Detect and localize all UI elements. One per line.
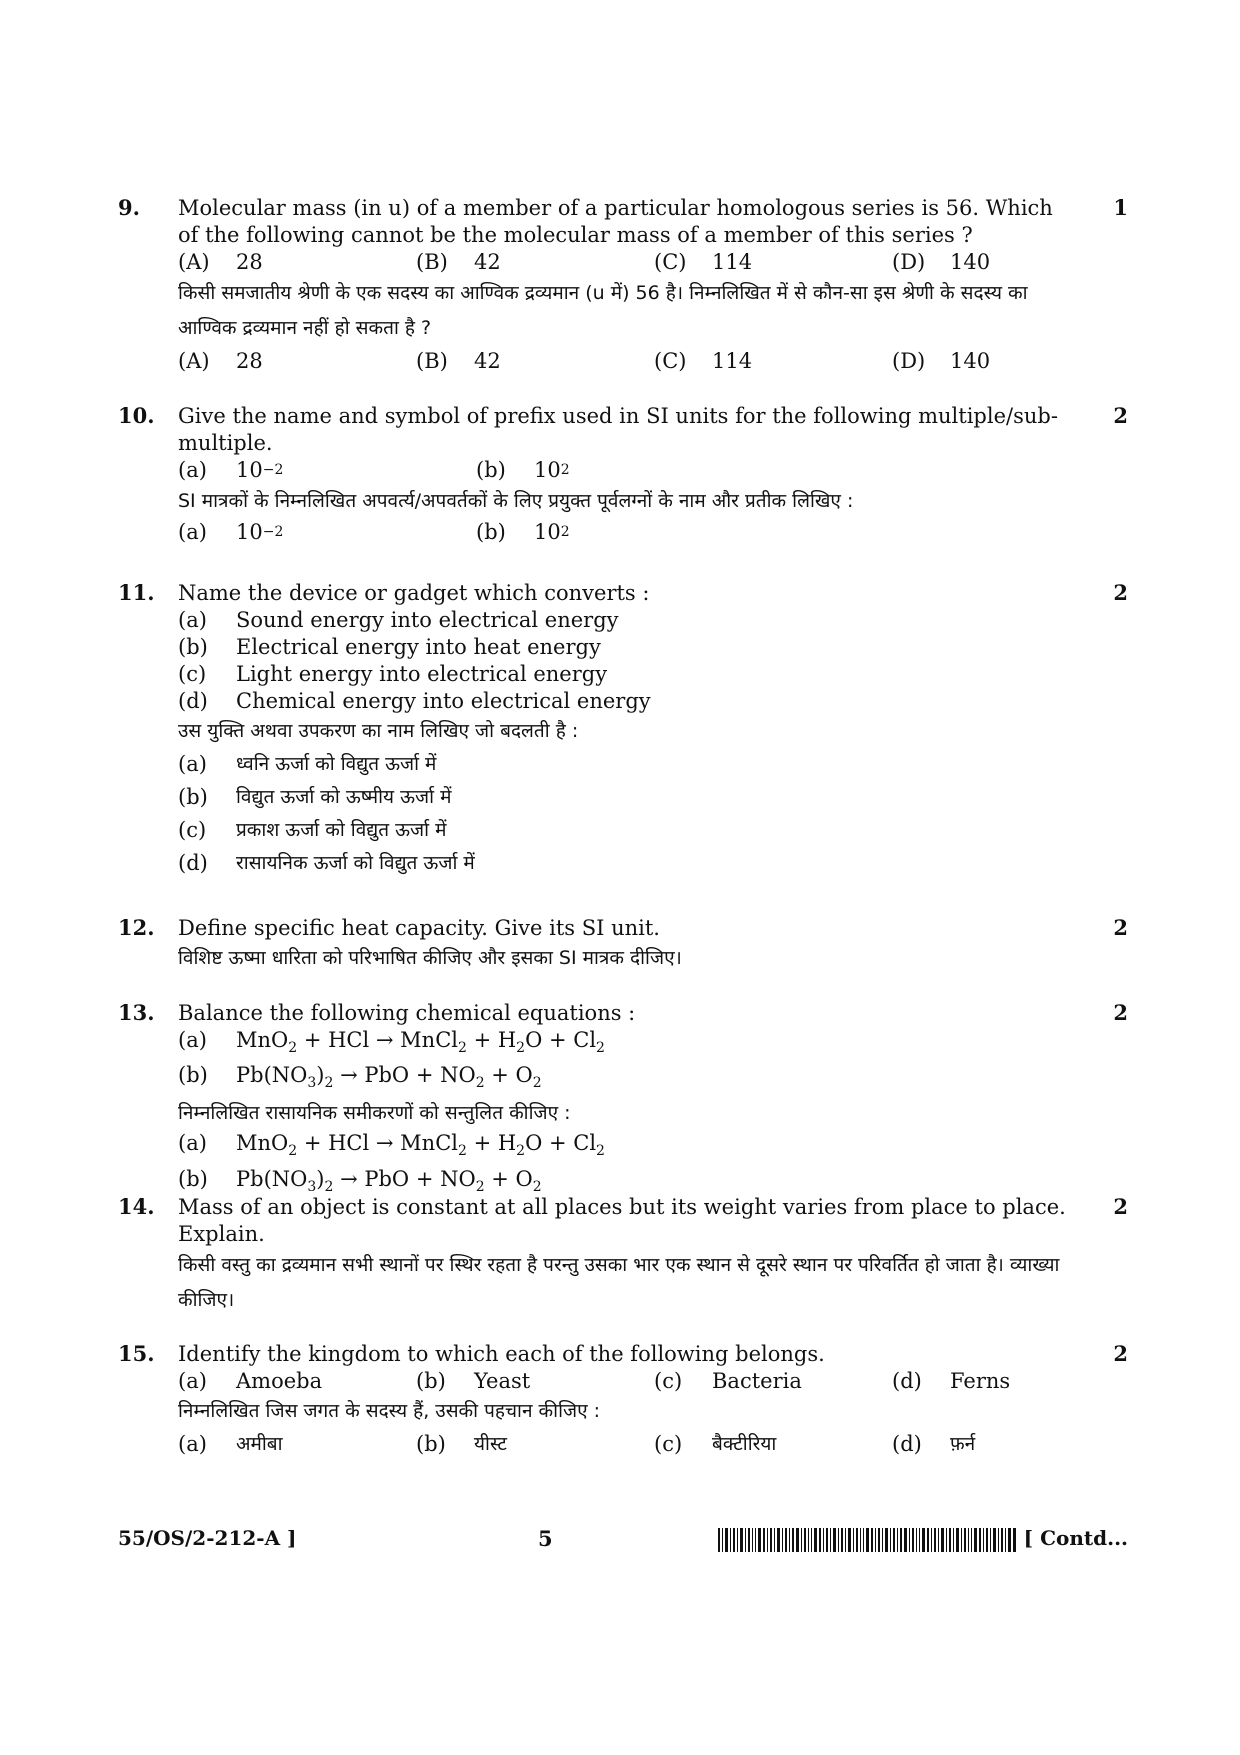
option-b: (b) Yeast — [416, 1369, 531, 1393]
list-item: (d) रासायनिक ऊर्जा को विद्युत ऊर्जा में — [178, 851, 475, 875]
question-14 — [118, 1194, 1128, 1318]
question-9 — [118, 195, 1128, 375]
question-number: 14. — [118, 1194, 155, 1219]
question-10 — [118, 403, 1128, 546]
equation-text: MnO$_2$ + HCl → MnCl$_2$ + $H_2O + Cl_2$ — [236, 1028, 605, 1057]
option-c: (C) 114 — [654, 349, 753, 373]
question-text-en: Define specific heat capacity. Give its SI unit. — [178, 916, 660, 940]
options-en — [178, 1368, 1078, 1395]
question-11 — [118, 580, 1128, 880]
question-text-en: Name the device or gadget which converts : — [178, 581, 650, 605]
list-item: (a) ध्वनि ऊर्जा को विद्युत ऊर्जा में — [178, 752, 437, 776]
equation-b: (b) $Pb(NO_3)_2$ → PbO + $NO_2 + O_2$ — [178, 1062, 1078, 1097]
question-13 — [118, 1000, 1128, 1201]
options-hi — [178, 1428, 1078, 1461]
question-text-hi: निम्नलिखित रासायनिक समीकरणों को सन्तुलित कीजिए : — [178, 1102, 571, 1125]
page-number: 5 — [538, 1526, 553, 1551]
option-b: (b) यीस्ट — [416, 1432, 507, 1456]
question-text-en: Identify the kingdom to which each of the following belongs. — [178, 1342, 825, 1366]
list-item: (b) Electrical energy into heat energy — [178, 635, 601, 659]
option-b: (B) 42 — [416, 250, 501, 274]
continued-label: [ Contd... — [1023, 1526, 1128, 1550]
option-a: (A) 28 — [178, 250, 263, 274]
option-a: (a) Amoeba — [178, 1369, 323, 1393]
question-number: 13. — [118, 1000, 155, 1025]
question-text-en: Give the name and symbol of prefix used in SI units for the following multiple/sub-multiple. — [178, 404, 1058, 455]
question-number: 10. — [118, 403, 155, 428]
option-c: (c) बैक्टीरिया — [654, 1432, 777, 1456]
question-text-hi: SI मात्रकों के निम्नलिखित अपवर्त्य/अपवर्तकों के लिए प्रयुक्त पूर्वलग्नों के नाम और प्रतीक लिखिए : — [178, 490, 854, 512]
options-hi: (a) 10 −2 (b) 10 2 — [178, 520, 570, 544]
equation-a: (a) MnO$_2$ + HCl → MnCl$_2$ + $H_2O + Cl_2$ — [178, 1130, 1078, 1165]
question-text-hi: निम्नलिखित जिस जगत के सदस्य हैं, उसकी पहचान कीजिए : — [178, 1400, 601, 1422]
option-c: (c) Bacteria — [654, 1369, 802, 1393]
options-hi — [178, 348, 1078, 375]
question-number: 15. — [118, 1341, 155, 1366]
option-d: (D) 140 — [892, 349, 991, 373]
question-marks: 2 — [1113, 1341, 1128, 1366]
list-item: (b) विद्युत ऊर्जा को ऊष्मीय ऊर्जा में — [178, 785, 452, 809]
question-text-hi: विशिष्ट ऊष्मा धारिता को परिभाषित कीजिए और इसका SI मात्रक दीजिए। — [178, 947, 682, 969]
question-text-en: Mass of an object is constant at all places but its weight varies from place to place. Explain. — [178, 1195, 1066, 1246]
options-en: (a) 10 −2 (b) 10 2 — [178, 458, 570, 482]
equation-text: $Pb(NO_3)_2$ → PbO + $NO_2 + O_2$ — [236, 1166, 542, 1195]
question-15 — [118, 1341, 1128, 1461]
list-item: (c) प्रकाश ऊर्जा को विद्युत ऊर्जा में — [178, 818, 447, 842]
option-d: (d) Ferns — [892, 1369, 1011, 1393]
question-text-hi: किसी वस्तु का द्रव्यमान सभी स्थानों पर स्थिर रहता है परन्तु उसका भार एक स्थान से दूसरे स्थान पर परिवर्तित हो जाता है। व्याख्या कीजिए। — [178, 1254, 1060, 1311]
options-en — [178, 249, 1078, 276]
equation-a: (a) MnO$_2$ + HCl → MnCl$_2$ + $H_2O + Cl_2$ — [178, 1027, 1078, 1062]
list-item: (d) Chemical energy into electrical energy — [178, 689, 651, 713]
question-marks: 2 — [1113, 1000, 1128, 1025]
page-footer — [118, 1526, 1128, 1558]
option-b: (B) 42 — [416, 349, 501, 373]
option-d: (D) 140 — [892, 250, 991, 274]
question-text-en: Balance the following chemical equations : — [178, 1001, 636, 1025]
equation-b: (b) $Pb(NO_3)_2$ → PbO + $NO_2 + O_2$ — [178, 1166, 1078, 1201]
equation-text: MnO$_2$ + HCl → MnCl$_2$ + $H_2O + Cl_2$ — [236, 1131, 605, 1160]
option-a: (a) अमीबा — [178, 1432, 283, 1456]
question-text-hi: किसी समजातीय श्रेणी के एक सदस्य का आण्विक द्रव्यमान (u में) 56 है। निम्नलिखित में से कौन-सा इस श्रेणी के सदस्य का आण्विक द्रव्यमान नहीं हो सकता है ? — [178, 282, 1028, 339]
list-item: (c) Light energy into electrical energy — [178, 662, 608, 686]
option-d: (d) फ़र्न — [892, 1432, 976, 1456]
list-item: (a) Sound energy into electrical energy — [178, 608, 619, 632]
option-c: (C) 114 — [654, 250, 753, 274]
question-text-en: Molecular mass (in u) of a member of a particular homologous series is 56. Which of the following cannot be the molecular mass of a member of this series ? — [178, 196, 1053, 247]
paper-code: 55/OS/2-212-A ] — [118, 1526, 297, 1550]
question-12 — [118, 915, 1128, 975]
question-marks: 2 — [1113, 1194, 1128, 1219]
question-marks: 1 — [1113, 195, 1128, 220]
question-number: 12. — [118, 915, 155, 940]
question-marks: 2 — [1113, 915, 1128, 940]
question-number: 9. — [118, 195, 140, 220]
equation-text: $Pb(NO_3)_2$ → PbO + $NO_2 + O_2$ — [236, 1063, 542, 1092]
question-text-hi: उस युक्ति अथवा उपकरण का नाम लिखिए जो बदलती है : — [178, 720, 579, 742]
question-number: 11. — [118, 580, 155, 605]
question-marks: 2 — [1113, 580, 1128, 605]
question-marks: 2 — [1113, 403, 1128, 428]
option-a: (A) 28 — [178, 349, 263, 373]
barcode-image — [718, 1528, 1016, 1552]
